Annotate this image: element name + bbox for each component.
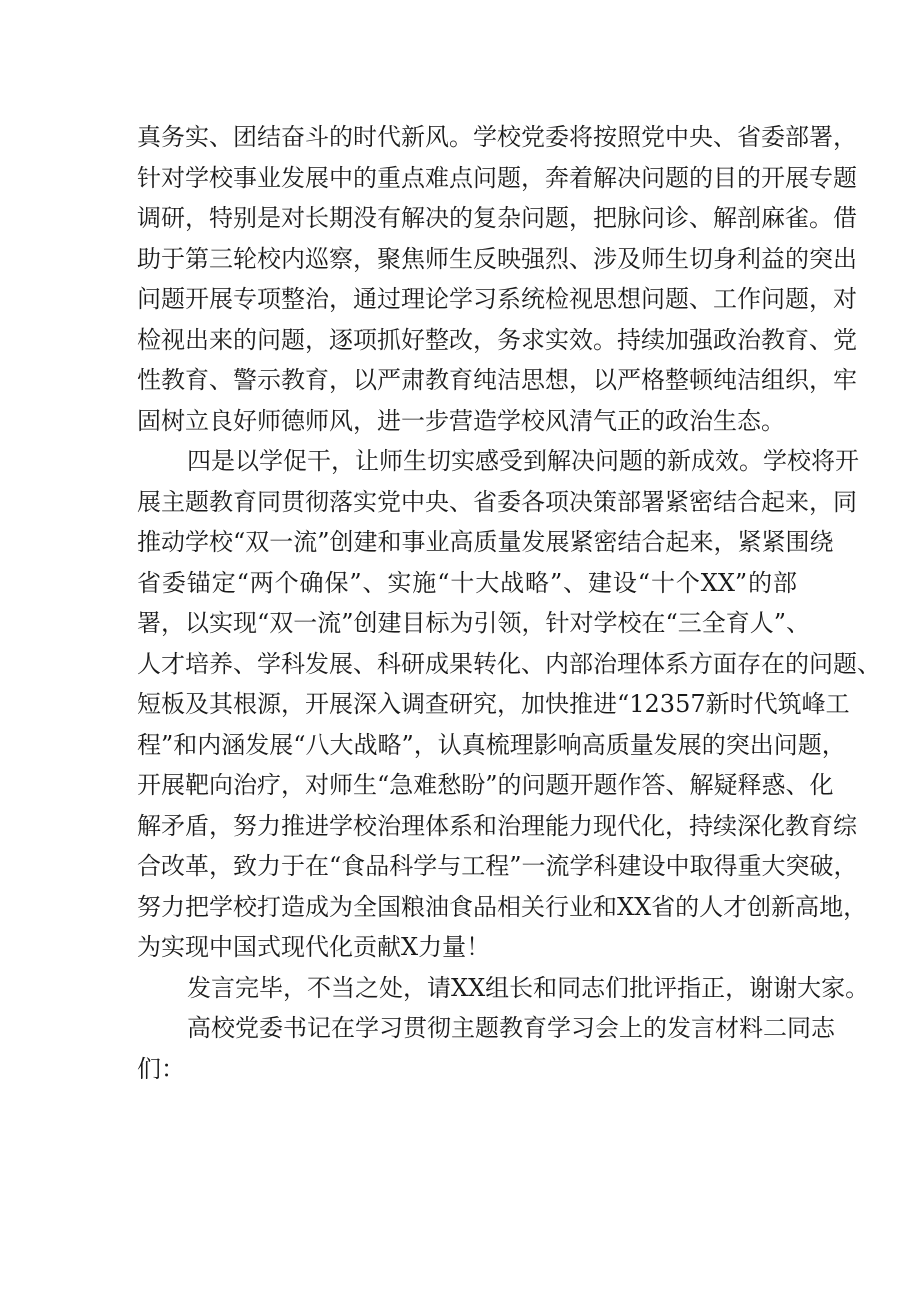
text-line: 省委锚定“两个确保”、实施“十大战略”、建设“十个XX”的部 <box>137 568 797 597</box>
text-line: 为实现中国式现代化贡献X力量！ <box>137 933 491 961</box>
text-line: 开展靶向治疗，对师生“急难愁盼”的问题开题作答、解疑释惑、化 <box>137 771 834 799</box>
paragraph-start-line: 发言完毕，不当之处，请XX组长和同志们批评指正，谢谢大家。 <box>187 973 870 1002</box>
text-line: 短板及其根源，开展深入调查研究，加快推进“12357新时代筑峰工 <box>137 690 850 718</box>
text-line: 针对学校事业发展中的重点难点问题，奔着解决问题的目的开展专题 <box>137 163 857 192</box>
text-line: 固树立良好师德师风，进一步营造学校风清气正的政治生态。 <box>137 406 785 435</box>
text-line: 合改革，致力于在“食品科学与工程”一流学科建设中取得重大突破， <box>137 852 858 880</box>
text-line: 解矛盾，努力推进学校治理体系和治理能力现代化，持续深化教育综 <box>137 811 857 840</box>
text-line: 推动学校“双一流”创建和事业高质量发展紧密结合起来，紧紧围绕 <box>137 528 834 556</box>
document-body <box>137 117 881 1089</box>
text-line: 真务实、团结奋斗的时代新风。学校党委将按照党中央、省委部署， <box>137 123 857 151</box>
text-line: 检视出来的问题，逐项抓好整改，务求实效。持续加强政治教育、党 <box>137 325 857 354</box>
text-line: 问题开展专项整治，通过理论学习系统检视思想问题、工作问题，对 <box>137 285 857 313</box>
text-line: 努力把学校打造成为全国粮油食品相关行业和XX省的人才创新高地， <box>137 892 868 921</box>
paragraph-start-line: 四是以学促干，让师生切实感受到解决问题的新成效。学校将开 <box>187 447 859 475</box>
text-line: 展主题教育同贯彻落实党中央、省委各项决策部署紧密结合起来，同 <box>137 487 857 516</box>
text-line: 署，以实现“双一流”创建目标为引领，针对学校在“三全育人”、 <box>137 609 811 637</box>
text-line: 人才培养、学科发展、科研成果转化、内部治理体系方面存在的问题、 <box>137 649 881 678</box>
text-line: 性教育、警示教育，以严肃教育纯洁思想，以严格整顿纯洁组织，牢 <box>137 366 857 394</box>
text-line: 程”和内涵发展“八大战略”，认真梳理影响高质量发展的突出问题， <box>137 730 846 759</box>
text-line: 们： <box>137 1054 185 1083</box>
text-line: 助于第三轮校内巡察，聚焦师生反映强烈、涉及师生切身利益的突出 <box>137 244 857 273</box>
paragraph-start-line: 高校党委书记在学习贯彻主题教育学习会上的发言材料二同志 <box>187 1014 835 1042</box>
text-line: 调研，特别是对长期没有解决的复杂问题，把脉问诊、解剖麻雀。借 <box>137 204 857 232</box>
